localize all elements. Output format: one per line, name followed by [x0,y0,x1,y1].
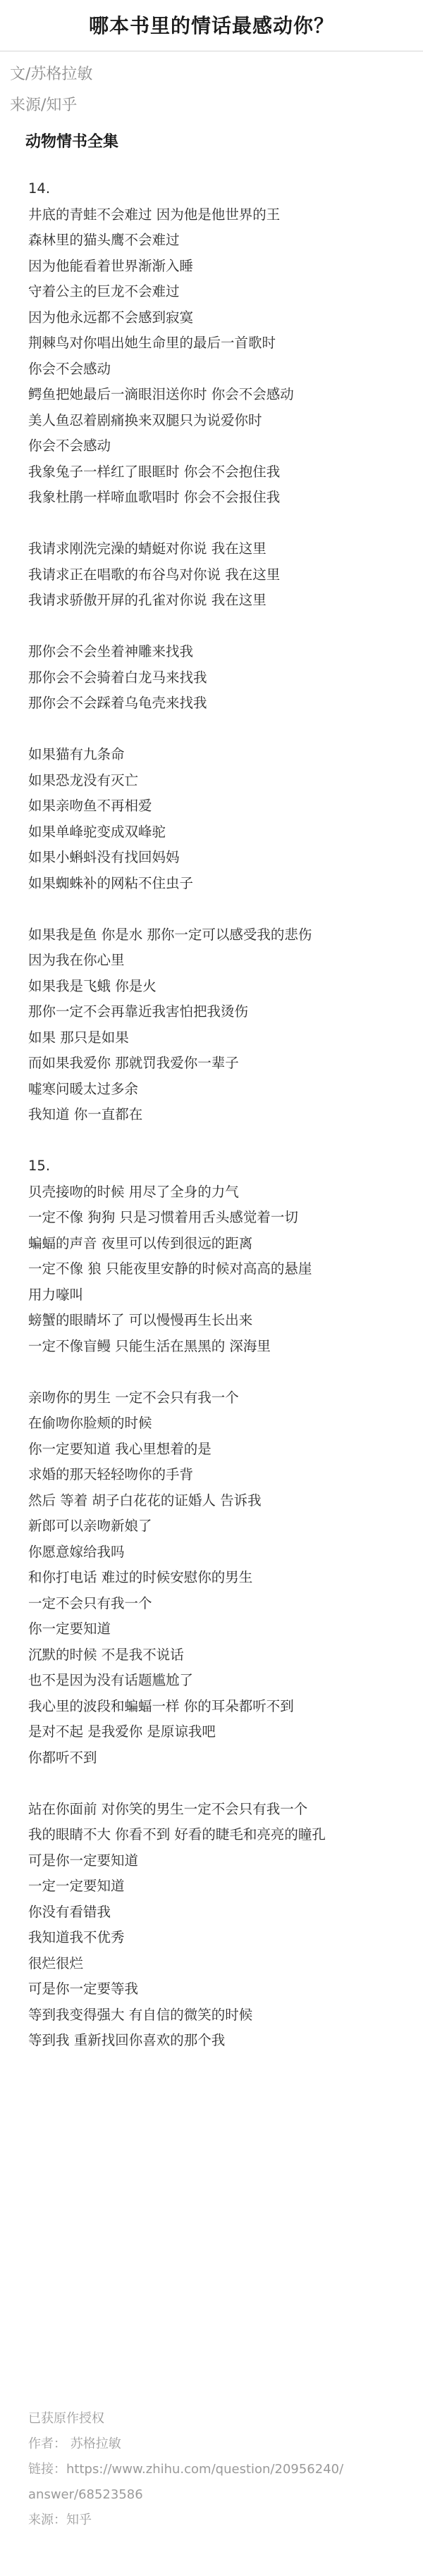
text-line: 我知道我不优秀 [28,1929,125,1945]
text-line: 你愿意嫁给我吗 [28,1543,125,1560]
authorization-note: 已获原作授权 [28,2411,104,2426]
text-line: 那你会不会踩着乌龟壳来找我 [28,695,207,711]
text-line: 沉默的时候 不是我不说话 [28,1646,184,1663]
text-line: 一定一定要知道 [28,1878,125,1894]
footer-author: 作者： 苏格拉敏 [28,2436,121,2451]
text-line: 一定不像 狼 只能夜里安静的时候对高高的悬崖 [28,1261,312,1277]
footer-link-continued[interactable]: answer/68523586 [28,2487,143,2502]
blank-line [28,717,412,743]
text-line: 如果亲吻鱼不再相爱 [28,798,152,814]
section-heading: 动物情书全集 [25,133,119,151]
text-line: 14. [28,180,51,197]
text-line: 鳄鱼把她最后一滴眼泪送你时 你会不会感动 [28,386,294,402]
text-line: 可是你一定要知道 [28,1852,139,1869]
text-line: 和你打电话 难过的时候安慰你的男生 [28,1569,253,1585]
text-line: 我知道 你一直都在 [28,1106,143,1122]
text-line: 你一定要知道 我心里想着的是 [28,1440,212,1457]
article-footer [28,2406,412,2533]
text-line: 森林里的猫头鹰不会难过 [28,232,180,248]
blank-line [28,896,412,922]
text-line: 如果单峰驼变成双峰驼 [28,823,166,840]
text-line: 因为他能看着世界渐渐入睡 [28,257,194,274]
text-line: 因为我在你心里 [28,952,125,968]
text-line: 也不是因为没有话题尴尬了 [28,1672,194,1688]
text-line: 我心里的波段和蝙蝠一样 你的耳朵都听不到 [28,1697,294,1714]
text-line: 一定不像盲鳗 只能生活在黑黑的 深海里 [28,1337,271,1354]
text-line: 螃蟹的眼睛坏了 可以慢慢再生长出来 [28,1312,253,1328]
text-line: 荆棘鸟对你唱出她生命里的最后一首歌时 [28,335,276,351]
text-line: 我象兔子一样红了眼眶时 你会不会抱住我 [28,463,281,480]
text-line: 如果恐龙没有灭亡 [28,772,139,788]
text-line: 我请求正在唱歌的布谷鸟对你说 我在这里 [28,566,281,583]
blank-line [28,614,412,640]
text-line: 亲吻你的男生 一定不会只有我一个 [28,1389,239,1406]
title-bar [0,0,423,49]
text-line: 然后 等着 胡子白花花的证婚人 告诉我 [28,1492,262,1509]
text-line: 一定不会只有我一个 [28,1594,152,1611]
text-line: 蝙蝠的声音 夜里可以传到很远的距离 [28,1234,253,1251]
text-line: 15. [28,1158,51,1174]
text-line: 求婚的那天轻轻吻你的手背 [28,1466,194,1482]
text-line: 你会不会感动 [28,360,111,377]
text-line: 等到我 重新找回你喜欢的那个我 [28,2032,226,2048]
text-line: 你没有看错我 [28,1903,111,1920]
text-line: 是对不起 是我爱你 是原谅我吧 [28,1723,216,1740]
text-line: 而如果我爱你 那就罚我爱你一辈子 [28,1055,239,1071]
text-line: 那你会不会坐着神雕来找我 [28,643,194,660]
text-line: 嘘寒问暖太过多余 [28,1080,139,1097]
text-line: 如果猫有九条命 [28,746,125,762]
text-line: 你都听不到 [28,1749,97,1766]
text-line: 因为他永远都不会感到寂寞 [28,309,194,326]
footer-source: 来源：知乎 [28,2513,92,2527]
text-line: 我的眼睛不大 你看不到 好看的睫毛和亮亮的瞳孔 [28,1826,326,1843]
text-line: 我请求骄傲开屏的孔雀对你说 我在这里 [28,592,266,608]
text-line: 守着公主的巨龙不会难过 [28,283,180,299]
text-line: 你会不会感动 [28,438,111,454]
blank-line [28,1359,412,1385]
text-line: 新郎可以亲吻新娘了 [28,1518,152,1534]
text-line: 站在你面前 对你笑的男生一定不会只有我一个 [28,1800,308,1817]
text-line: 如果小蝌蚪没有找回妈妈 [28,849,180,865]
text-line: 井底的青蛙不会难过 因为他是他世界的王 [28,206,281,223]
text-line: 美人鱼忍着剧痛换来双腿只为说爱你时 [28,411,262,428]
text-line: 如果我是飞蛾 你是火 [28,977,157,994]
text-line: 我象杜鹃一样啼血歌唱时 你会不会报住我 [28,489,281,505]
text-line: 很烂很烂 [28,1955,84,1971]
text-line: 如果我是鱼 你是水 那你一定可以感受我的悲伤 [28,926,312,943]
author-credit: 文/苏格拉敏 [10,66,93,83]
text-line: 等到我变得强大 有自信的微笑的时候 [28,2006,253,2023]
text-line: 你一定要知道 [28,1621,111,1637]
text-line: 那你一定不会再靠近我害怕把我烫伤 [28,1003,249,1020]
text-line: 贝壳接吻的时候 用尽了全身的力气 [28,1183,239,1200]
text-line: 我请求刚洗完澡的蜻蜓对你说 我在这里 [28,540,266,557]
text-line: 可是你一定要等我 [28,1981,139,1997]
blank-line [28,1128,412,1154]
page-title: 哪本书里的情话最感动你？ [88,14,334,37]
text-line: 一定不像 狗狗 只是习惯着用舌头感觉着一切 [28,1209,298,1225]
blank-line [28,511,412,537]
text-line: 在偷吻你脸颊的时候 [28,1415,152,1431]
text-line: 如果蜘蛛补的网粘不住虫子 [28,874,194,891]
text-line: 那你会不会骑着白龙马来找我 [28,669,207,686]
source-credit: 来源/知乎 [10,97,78,114]
article-body [28,176,412,2054]
footer-link[interactable]: 链接：https://www.zhihu.com/question/20956240/ [28,2462,344,2477]
blank-line [28,1771,412,1797]
text-line: 用力嚎叫 [28,1286,84,1303]
text-line: 如果 那只是如果 [28,1029,129,1046]
